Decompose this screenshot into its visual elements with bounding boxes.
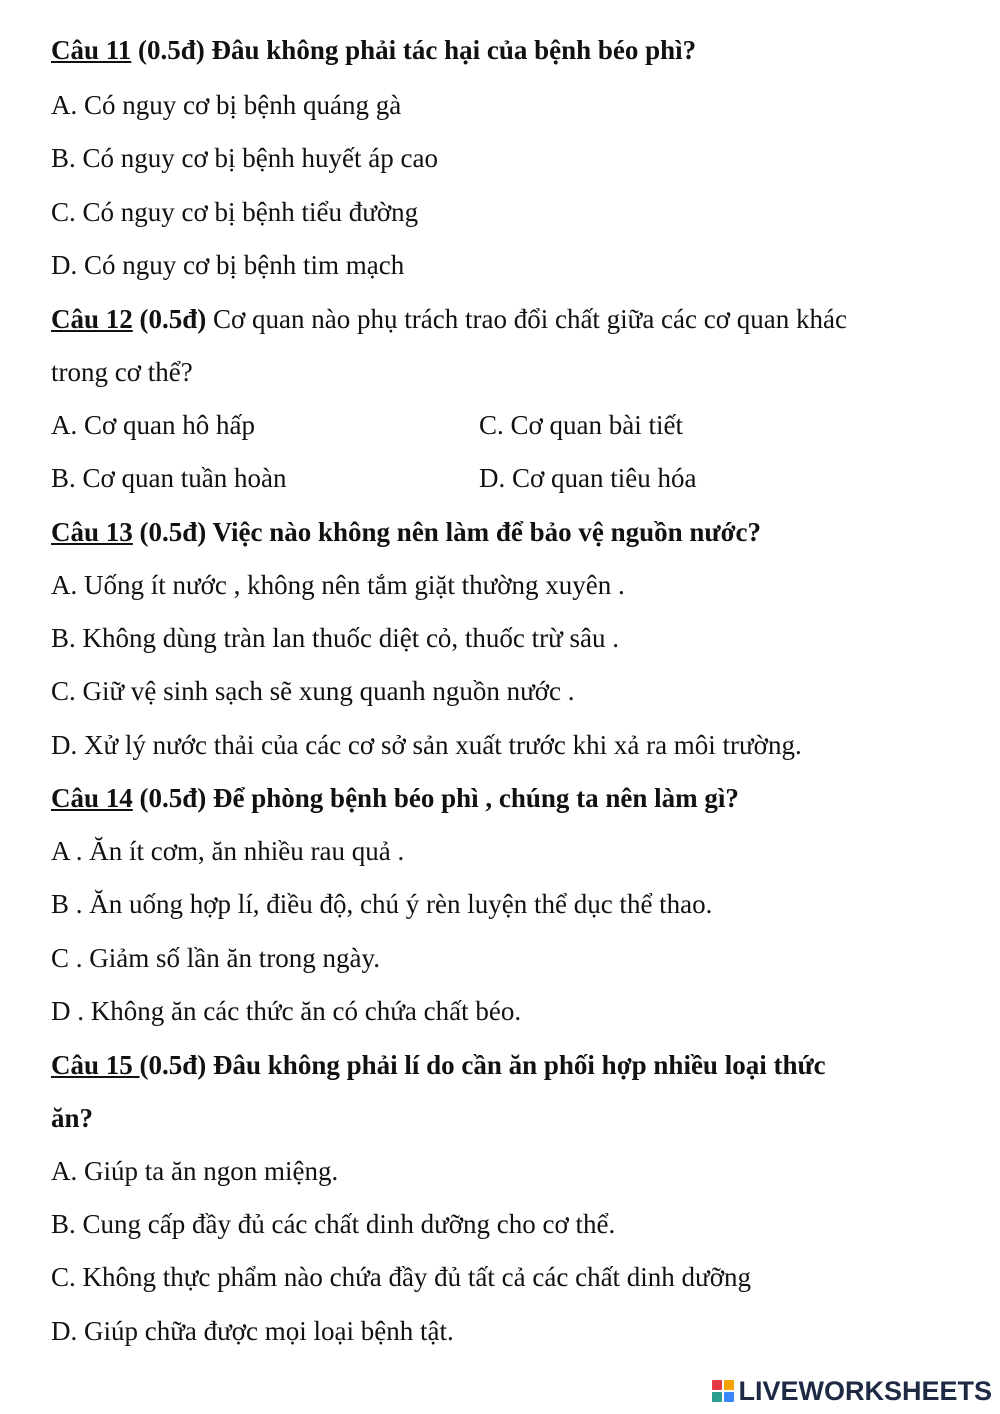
question-15-heading	[51, 1048, 826, 1082]
question-15-text-continued: ăn?	[51, 1103, 94, 1133]
question-text: Việc nào không nên làm để bảo vệ nguồn nước?	[212, 517, 762, 547]
question-text: Đâu không phải lí do cần ăn phối hợp nhiều loại thức	[213, 1050, 826, 1080]
question-14-option-d: D . Không ăn các thức ăn có chứa chất béo.	[51, 996, 522, 1026]
liveworksheets-logo-icon	[712, 1380, 734, 1402]
question-number: Câu 12	[51, 304, 133, 334]
question-13-option-a: A. Uống ít nước , không nên tắm giặt thường xuyên .	[51, 570, 625, 600]
logo-square	[712, 1392, 722, 1402]
question-12-option-d: D. Cơ quan tiêu hóa	[479, 463, 697, 493]
question-points: (0.5đ)	[139, 783, 207, 813]
question-14-option-b: B . Ăn uống hợp lí, điều độ, chú ý rèn luyện thể dục thể thao.	[51, 889, 713, 919]
logo-square	[712, 1380, 722, 1390]
question-text: Cơ quan nào phụ trách trao đổi chất giữa các cơ quan khác	[213, 304, 847, 334]
question-points: (0.5đ)	[139, 1050, 207, 1080]
question-14-option-a: A . Ăn ít cơm, ăn nhiều rau quả .	[51, 836, 405, 866]
liveworksheets-watermark	[712, 1372, 992, 1410]
question-15-option-d: D. Giúp chữa được mọi loại bệnh tật.	[51, 1316, 454, 1346]
question-13-option-c: C. Giữ vệ sinh sạch sẽ xung quanh nguồn nước .	[51, 676, 575, 706]
question-15-option-b: B. Cung cấp đầy đủ các chất dinh dưỡng cho cơ thể.	[51, 1209, 616, 1239]
question-13-option-b: B. Không dùng tràn lan thuốc diệt cỏ, thuốc trừ sâu .	[51, 623, 620, 653]
question-13-heading	[51, 515, 761, 549]
question-12-option-c: C. Cơ quan bài tiết	[479, 410, 684, 440]
question-11-heading	[51, 33, 696, 67]
question-14-option-c: C . Giảm số lần ăn trong ngày.	[51, 943, 380, 973]
question-11-option-c: C. Có nguy cơ bị bệnh tiểu đường	[51, 197, 419, 227]
logo-square	[724, 1392, 734, 1402]
question-text: Đâu không phải tác hại của bệnh béo phì?	[211, 35, 697, 65]
question-number: Câu 11	[51, 35, 132, 65]
question-13-option-d: D. Xử lý nước thải của các cơ sở sản xuất trước khi xả ra môi trường.	[51, 730, 802, 760]
question-12-option-b: B. Cơ quan tuần hoàn	[51, 463, 287, 493]
question-11-option-a: A. Có nguy cơ bị bệnh quáng gà	[51, 90, 402, 120]
question-points: (0.5đ)	[139, 304, 207, 334]
question-15-option-a: A. Giúp ta ăn ngon miệng.	[51, 1156, 339, 1186]
question-number: Câu 15	[51, 1050, 140, 1080]
question-number: Câu 13	[51, 517, 133, 547]
question-12-option-a: A. Cơ quan hô hấp	[51, 410, 256, 440]
question-points: (0.5đ)	[139, 517, 207, 547]
question-text: Để phòng bệnh béo phì , chúng ta nên làm gì?	[213, 783, 739, 813]
logo-square	[724, 1380, 734, 1390]
question-15-option-c: C. Không thực phẩm nào chứa đầy đủ tất cả các chất dinh dưỡng	[51, 1262, 751, 1292]
question-11-option-b: B. Có nguy cơ bị bệnh huyết áp cao	[51, 143, 438, 173]
question-number: Câu 14	[51, 783, 133, 813]
watermark-text: LIVEWORKSHEETS	[738, 1375, 992, 1406]
question-12-heading	[51, 302, 847, 336]
question-12-text-continued: trong cơ thể?	[51, 357, 193, 387]
question-11-option-d: D. Có nguy cơ bị bệnh tim mạch	[51, 250, 405, 280]
question-points: (0.5đ)	[138, 35, 205, 65]
question-14-heading	[51, 781, 739, 815]
